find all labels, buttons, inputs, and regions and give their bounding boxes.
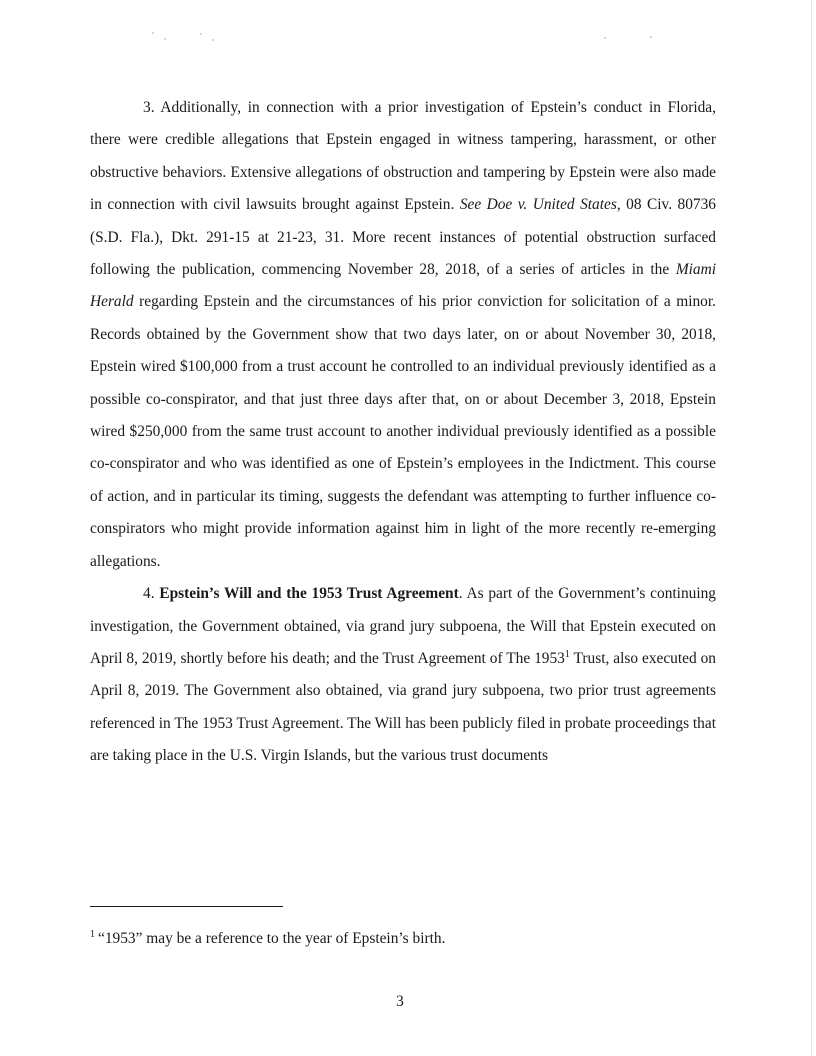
paragraph-number: 3. <box>143 99 155 116</box>
paragraph-number: 4. <box>143 585 155 603</box>
paragraph-text: . As part of the Government’s continuing investigation, the Government obtained, via grand jury subpoena, the Will that Epstein executed on April 8, 2019, shortly before his death; and the Trust Agreement of The 1953 <box>90 585 717 667</box>
body-text <box>90 92 716 773</box>
case-citation: See Doe v. United States <box>459 196 617 214</box>
paragraph-text: Additionally, in connection with a prior investigation of Epstein’s conduct in Florida, there were credible allegations that Epstein engaged in witness tampering, harassment, or other obstructive behaviors. Extensive allegations of obstruction and tampering by Epstein were also made in connection with civil lawsuits brought against Epstein. <box>90 99 716 214</box>
page-number: 3 <box>396 993 404 1010</box>
footnote-mark: 1 <box>90 928 95 940</box>
footnote <box>90 928 716 950</box>
scan-speck <box>604 37 606 39</box>
scan-speck <box>212 39 214 41</box>
paragraph-heading: Epstein’s Will and the 1953 Trust Agreement <box>159 585 459 603</box>
scan-artifacts <box>0 30 816 50</box>
scan-edge-line <box>811 0 812 1056</box>
paragraph-text: , 08 Civ. 80736 (S.D. Fla.), Dkt. 291-15 at 21-23, 31. More recent instances of potential obstruction surfaced following the publication, commencing November 28, 2018, of a series of articles in the <box>90 196 716 279</box>
footnote-text: “1953” may be a reference to the year of Epstein’s birth. <box>98 930 446 947</box>
paragraph-4 <box>90 578 716 772</box>
paragraph-text: regarding Epstein and the circumstances of his prior conviction for solicitation of a minor. Records obtained by the Government show that two days later, on or about November 30, 2018, Epstein wired $100,000 from a trust account he controlled to an individual previously identified as a possible co-conspirator, and that just three days after that, on or about December 3, 2018, Epstein wired $250,000 from the same trust account to another individual previously identified as a possible co-conspirator and who was identified as one of Epstein’s employees in the Indictment. This course of action, and in particular its timing, suggests the defendant was attempting to further influence co-conspirators who might provide information against him in light of the more recently re-emerging allegations. <box>90 293 716 570</box>
scan-speck <box>200 33 202 35</box>
footnote-separator <box>90 906 283 907</box>
scan-speck <box>650 36 652 38</box>
scan-speck <box>152 32 154 34</box>
scan-speck <box>164 38 166 40</box>
newspaper-name: Miami Herald <box>90 261 716 311</box>
paragraph-3 <box>90 92 716 578</box>
paragraph-text: Trust, also executed on April 8, 2019. The Government also obtained, via grand jury subpoena, two prior trust agreements referenced in The 1953 Trust Agreement. The Will has been publicly filed in probate proceedings that are taking place in the U.S. Virgin Islands, but the various trust documents <box>90 649 717 765</box>
footnote-reference: 1 <box>564 648 570 660</box>
